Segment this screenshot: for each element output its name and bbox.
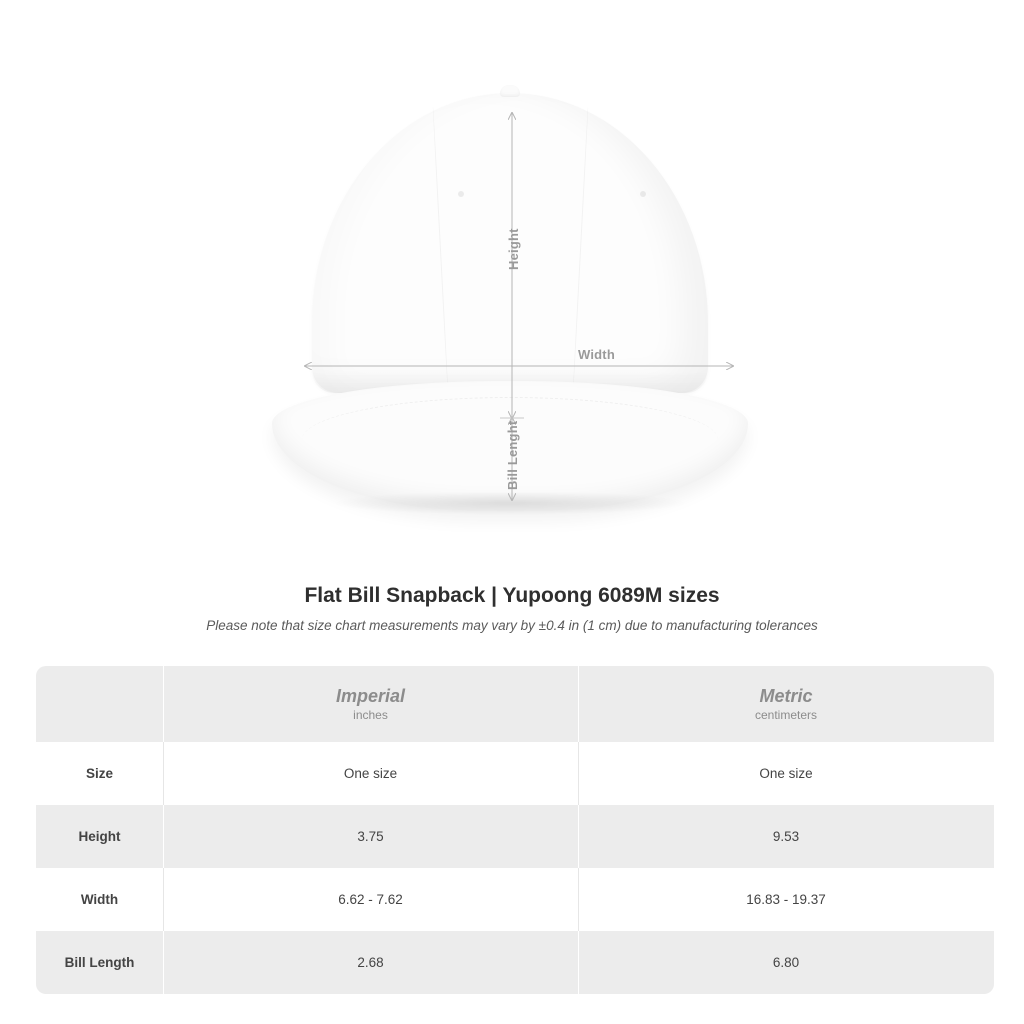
measurement-label-width: Width: [578, 347, 615, 362]
row-value-size-metric: One size: [578, 742, 994, 805]
tolerance-note: Please note that size chart measurements may vary by ±0.4 in (1 cm) due to manufacturing tolerances: [206, 618, 818, 633]
header-imperial-sub: inches: [353, 708, 388, 722]
table-row: [36, 742, 994, 805]
row-value-height-imperial: 3.75: [163, 805, 578, 868]
row-label-width: Width: [36, 868, 163, 931]
title-block: [0, 584, 1024, 633]
header-cell-metric: [578, 666, 994, 742]
row-label-height: Height: [36, 805, 163, 868]
header-metric-sub: centimeters: [754, 708, 818, 722]
row-value-width-metric: 16.83 - 19.37: [578, 868, 994, 931]
row-label-size: Size: [36, 742, 163, 805]
row-value-bill-length-metric: 6.80: [578, 931, 994, 994]
row-value-bill-length-imperial: 2.68: [163, 931, 578, 994]
row-value-size-imperial: One size: [163, 742, 578, 805]
measurement-label-bill-line2: Lenght: [505, 420, 520, 466]
header-metric-main: Metric: [759, 686, 813, 706]
row-label-bill-length: Bill Length: [36, 931, 163, 994]
table-row: [36, 868, 994, 931]
size-table: [36, 666, 994, 994]
header-imperial-main: Imperial: [335, 686, 406, 706]
measurement-label-height: Height: [506, 228, 521, 270]
header-cell-size: [36, 666, 163, 742]
measurement-label-bill-line1: Bill: [505, 468, 520, 490]
row-value-width-imperial: 6.62 - 7.62: [163, 868, 578, 931]
row-value-height-metric: 9.53: [578, 805, 994, 868]
page-title: Flat Bill Snapback | Yupoong 6089M sizes: [304, 584, 720, 607]
table-header-row: [36, 666, 994, 742]
table-row: [36, 805, 994, 868]
header-cell-imperial: [163, 666, 578, 742]
size-table-wrapper: [36, 666, 988, 994]
measurement-label-bill-length: [506, 421, 520, 490]
table-row: [36, 931, 994, 994]
